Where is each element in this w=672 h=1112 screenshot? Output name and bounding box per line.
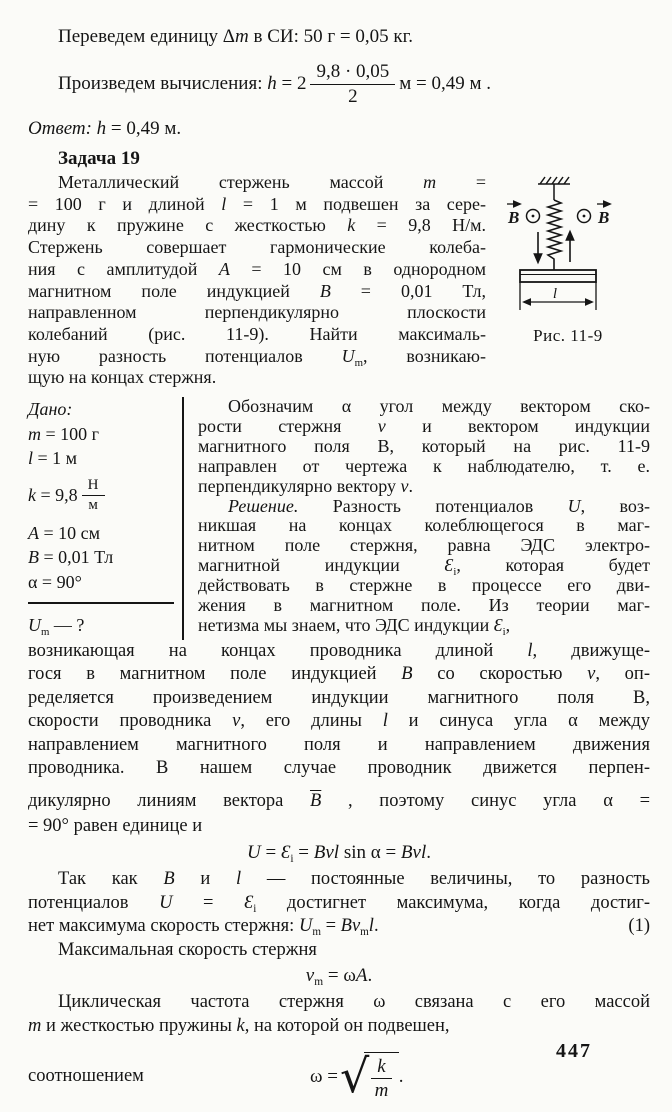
given-row	[28, 471, 174, 521]
text-line: действовать в стержне в процессе его дви-	[198, 575, 650, 596]
answer-line: Ответ: h = 0,49 м.	[28, 118, 182, 139]
intro-unit-conversion-line: Переведем единицу Δm в СИ: 50 г = 0,05 кг.	[58, 26, 414, 47]
text-line: ную разность потенциалов $U_m$, возникаю-	[28, 345, 487, 369]
body-paragraph	[28, 640, 650, 780]
given-row: A = 10 см	[28, 522, 101, 543]
square-root	[339, 1049, 399, 1104]
b-vector-right-label	[597, 204, 610, 227]
body-paragraph	[28, 789, 650, 839]
omega-formula	[310, 1042, 403, 1112]
rod	[520, 270, 596, 282]
text-line: возникающая на концах проводника длиной l, движуще-	[28, 641, 650, 662]
text-line: Так как B и l — постоянные величины, то разность	[58, 869, 650, 890]
text-line: магнитного поля В, который на рис. 11-9	[198, 435, 650, 456]
fraction-denominator: 2	[348, 85, 358, 107]
body-paragraph	[28, 991, 650, 1038]
text-line: m и жесткостью пружины k, на которой он подвешен,	[28, 1015, 450, 1036]
text-line: нетизма мы знаем, что ЭДС индукции $Ɛ_i$,	[198, 615, 511, 638]
text-line: потенциалов $U = Ɛ_i$ достигнет максимума, когда достиг-	[28, 892, 651, 915]
task-heading: Задача 19	[58, 148, 140, 169]
omega-equals: ω =	[310, 1065, 338, 1087]
text-line: направленном перпендикулярно плоскости	[28, 302, 486, 323]
text-line: Металлический стержень массой m =	[58, 172, 486, 192]
svg-text:B: B	[508, 208, 520, 227]
text-line: Максимальная скорость стержня	[58, 939, 317, 960]
text-line: ределяется произведением индукции магнитного поля В,	[28, 687, 650, 708]
text-line: жения в магнитном поле. Из теории маг-	[198, 595, 650, 616]
calc-result: м = 0,49 м .	[399, 73, 492, 94]
body-paragraph	[28, 868, 650, 962]
text-line: рости стержня v и вектором индукции	[198, 415, 650, 436]
calc-label: Произведем вычисления: h = 2	[58, 73, 307, 94]
svg-text:l: l	[552, 286, 558, 302]
text-line: Стержень совершает гармонические колеба-	[28, 237, 486, 258]
text-line: Циклическая частота стержня ω связана с его массой	[58, 992, 650, 1013]
solution-section	[28, 397, 650, 640]
text-line: щую на концах стержня.	[28, 367, 217, 388]
b-vector-left-label	[507, 204, 520, 227]
formula-period: .	[398, 1065, 404, 1087]
text-line: = 100 г и длиной l = 1 м подвешен за сере-	[28, 193, 486, 214]
radicand	[364, 1052, 398, 1103]
problem-statement	[28, 172, 486, 389]
equation-number: (1)	[628, 916, 650, 937]
given-box	[28, 397, 184, 640]
svg-text:B: B	[598, 208, 610, 227]
ceiling-mount-icon	[538, 177, 570, 200]
fraction-numerator: Н	[82, 477, 105, 496]
text-line: колебаний (рис. 11-9). Найти максималь-	[28, 323, 486, 344]
text-line-with-equation-number	[28, 915, 650, 938]
given-row: α = 90°	[28, 571, 82, 592]
text-line: нет максимума скорость стержня: $U_m = Bv_ml$.	[28, 916, 379, 939]
fraction-denominator: м	[88, 497, 98, 514]
text-line: направлен от чертежа к наблюдателю, т. е.	[198, 455, 650, 476]
solution-column	[184, 397, 650, 640]
intro-calculation-formula	[28, 58, 650, 110]
figure-caption: Рис. 11-9	[533, 326, 603, 345]
spring-icon	[548, 200, 561, 270]
text-line: = 90° равен единице и	[28, 816, 203, 837]
text-line: Обозначим α угол между вектором ско-	[228, 396, 650, 417]
fraction-numerator: k	[371, 1056, 391, 1080]
field-dot-left-icon	[527, 210, 540, 223]
figure	[486, 172, 650, 389]
problem-section	[28, 172, 650, 389]
text-line: скорости проводника v, его длины l и синуса угла α между	[28, 711, 650, 732]
equation-max-speed: $v_m = \omega A$.	[305, 965, 373, 989]
given-unknown: $U_m$ — ?	[28, 602, 174, 640]
given-title: Дано:	[28, 399, 73, 420]
field-dot-right-icon	[578, 210, 591, 223]
text-line: дикулярно линиям вектора $\overline{B}$ , поэтому синус угла α =	[28, 791, 651, 812]
text-line: магнитной индукции $Ɛ_i$, которая будет	[198, 555, 650, 579]
given-k-label: k = 9,8	[28, 485, 78, 506]
page-number: 447	[556, 1040, 592, 1062]
calc-fraction	[310, 61, 395, 108]
text-line: перпендикулярно вектору v.	[198, 475, 414, 496]
radical-sign-icon: √	[339, 1049, 370, 1104]
text-line: ния с амплитудой A = 10 см в однородном	[28, 258, 486, 279]
fraction-denominator: m	[374, 1080, 389, 1102]
equation-emf: $U = Ɛ_i$ = Bvl sin α = Bvl.	[246, 842, 431, 866]
text-line: дину к пружине с жесткостью k = 9,8 Н/м.	[28, 215, 486, 236]
length-dimension	[520, 282, 596, 310]
given-row: m = 100 г	[28, 423, 100, 444]
text-line: направлением магнитного поля и направлением движения	[28, 734, 650, 755]
given-row: B = 0,01 Тл	[28, 547, 114, 568]
text-line: Решение. Разность потенциалов U, воз-	[228, 495, 650, 516]
given-k-fraction	[82, 477, 105, 515]
text-line: никшая на концах колеблющегося в маг-	[198, 515, 650, 536]
k-over-m-fraction	[371, 1056, 391, 1103]
figure-drawing	[502, 174, 634, 322]
relation-label: соотношением	[28, 1065, 144, 1086]
given-row: l = 1 м	[28, 448, 78, 469]
text-line: проводника. В нашем случае проводник движется перпен-	[28, 758, 650, 779]
text-line: нитном поле стержня, равна ЭДС электро-	[198, 535, 650, 556]
fraction-numerator: 9,8 · 0,05	[310, 61, 395, 85]
text-line: магнитном поле индукцией B = 0,01 Тл,	[28, 280, 486, 301]
text-line: гося в магнитном поле индукцией B со скоростью v, оп-	[28, 664, 650, 685]
